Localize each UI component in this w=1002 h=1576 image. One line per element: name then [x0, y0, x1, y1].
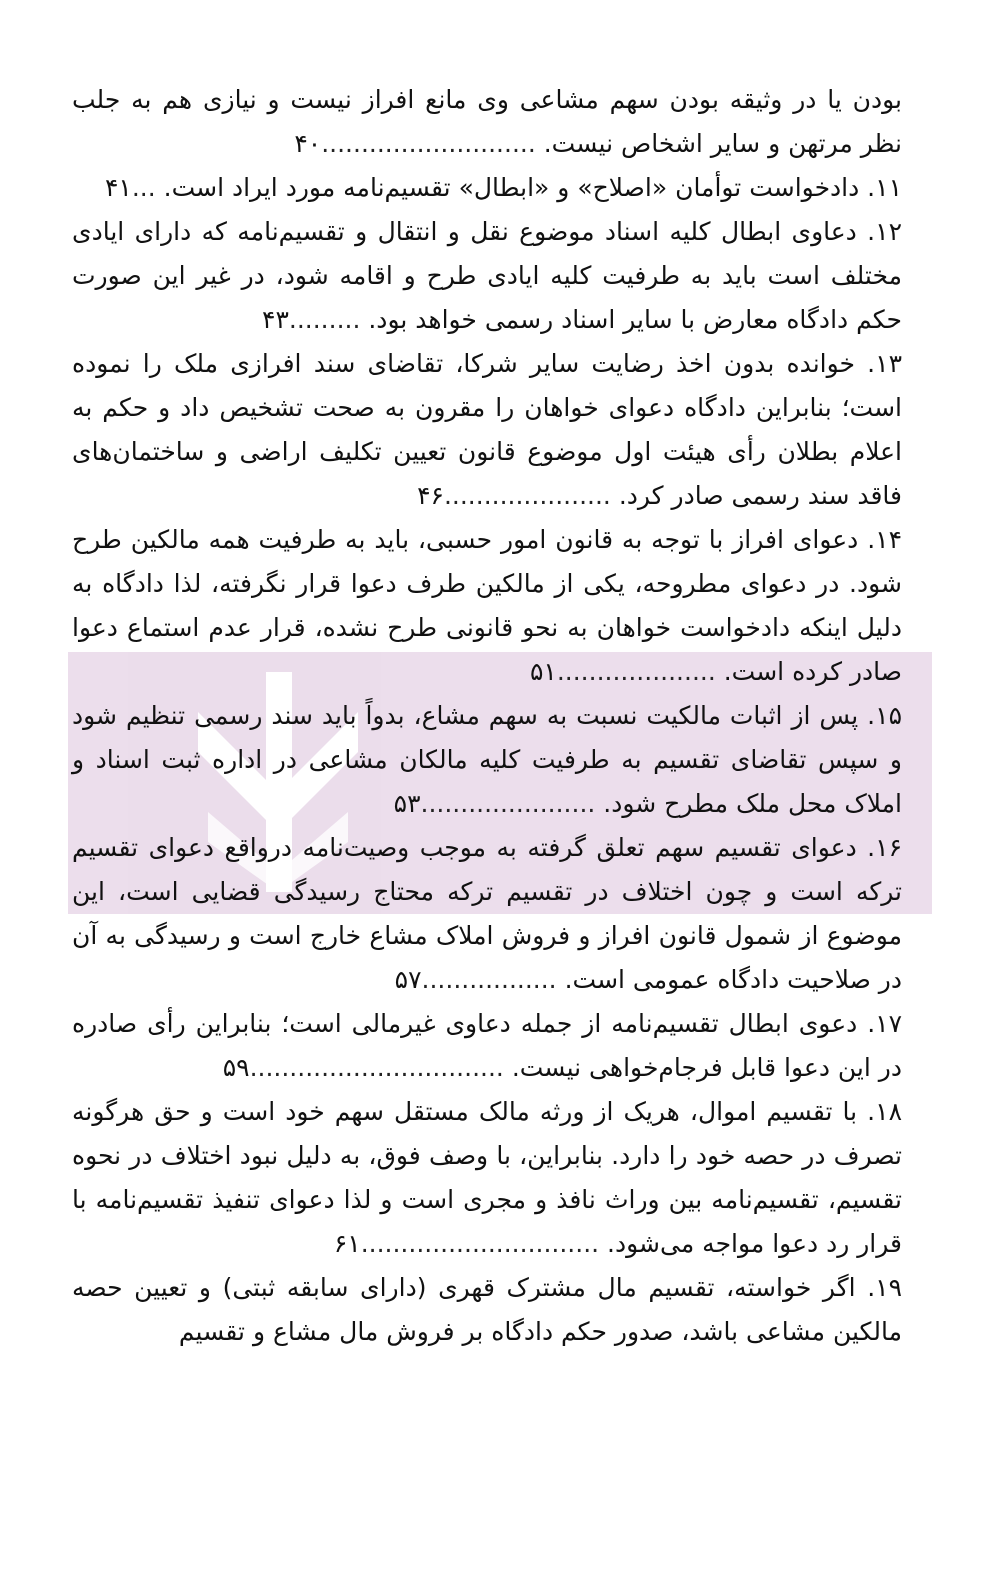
entry-page-number: ۵۷ [394, 965, 422, 994]
leader-dots: ...................... [420, 789, 604, 818]
leader-dots: ... [131, 173, 164, 202]
entry-page-number: ۴۱ [104, 173, 132, 202]
entry-page-number: ۶۱ [333, 1229, 361, 1258]
entry-page-number: ۴۳ [262, 305, 289, 334]
entry-page-number: ۵۱ [529, 657, 557, 686]
leader-dots: ......... [288, 305, 369, 334]
toc-entry[interactable] [72, 210, 902, 342]
entry-text: ۱۲. دعاوی ابطال کلیه اسناد موضوع نقل و انتقال و تقسیم‌نامه که دارای ایادی مختلف است باید به طرفیت کلیه ایادی طرح و اقامه شود، در غیر این صورت حکم دادگاه معارض با سایر اسناد رسمی خواهد بود. [72, 217, 902, 334]
leader-dots: ........................... [321, 129, 544, 158]
entry-text: ۱۳. خوانده بدون اخذ رضایت سایر شرکا، تقاضای سند افرازی ملک را نموده است؛ بنابراین دادگاه دعوای خواهان را مقرون به صحت تشخیص داد و حکم به اعلام بطلان رأی هیئت اول موضوع قانون تعیین تکلیف اراضی و ساختمان‌های فاقد سند رسمی صادر کرد. [72, 349, 902, 510]
toc-page [72, 78, 902, 1354]
entry-text: ۱۴. دعوای افراز با توجه به قانون امور حسبی، باید به طرفیت همه مالکین طرح شود. در دعوای مطروحه، یکی از مالکین طرف دعوا قرار نگرفته، لذا دادگاه به دلیل اینکه دادخواست خواهان به نحو قانونی طرح نشده، قرار عدم استماع دعوا صادر کرده است. [72, 525, 902, 686]
entry-text: ۱۸. با تقسیم اموال، هریک از ورثه مالک مستقل سهم خود است و حق هرگونه تصرف در حصه خود را دارد. بنابراین، با وصف فوق، به دلیل نبود اختلاف در نحوه تقسیم، تقسیم‌نامه بین وراث نافذ و مجری است و لذا دعوای تنفیذ تقسیم‌نامه با قرار رد دعوا مواجه می‌شود. [72, 1097, 902, 1258]
entry-page-number: ۵۳ [393, 789, 421, 818]
toc-entry[interactable] [72, 518, 902, 694]
leader-dots: .............................. [360, 1229, 608, 1258]
leader-dots: ..................... [443, 481, 619, 510]
toc-entry[interactable] [72, 694, 902, 826]
entry-text: ۱۵. پس از اثبات مالکیت نسبت به سهم مشاع، بدواً باید سند رسمی تنظیم شود و سپس تقاضای تقسیم به طرفیت کلیه مالکان مشاعی در اداره ثبت اسناد و املاک محل ملک مطرح شود. [72, 701, 902, 818]
leader-dots: ................. [421, 965, 565, 994]
toc-entry[interactable] [72, 166, 902, 210]
leader-dots: ................................ [249, 1053, 512, 1082]
entry-page-number: ۴۶ [417, 481, 444, 510]
entry-text: ۱۱. دادخواست توأمان «اصلاح» و «ابطال» تقسیم‌نامه مورد ایراد است. [163, 173, 902, 202]
entry-text: بودن یا در وثیقه بودن سهم مشاعی وی مانع افراز نیست و نیازی هم به جلب نظر مرتهن و سایر اشخاص نیست. [72, 85, 902, 158]
entry-text: ۱۹. اگر خواسته، تقسیم مال مشترک قهری (دارای سابقه ثبتی) و تعیین حصه مالکین مشاعی باشد، صدور حکم دادگاه بر فروش مال مشاع و تقسیم [72, 1273, 902, 1346]
toc-entry[interactable] [72, 1266, 902, 1354]
entry-text: ۱۷. دعوی ابطال تقسیم‌نامه از جمله دعاوی غیرمالی است؛ بنابراین رأی صادره در این دعوا قابل فرجام‌خواهی نیست. [72, 1009, 902, 1082]
leader-dots: .................... [556, 657, 724, 686]
toc-entry[interactable] [72, 826, 902, 1002]
entry-page-number: ۵۹ [222, 1053, 250, 1082]
toc-entry[interactable] [72, 1002, 902, 1090]
toc-entry[interactable] [72, 342, 902, 518]
toc-entry[interactable] [72, 1090, 902, 1266]
toc-entry[interactable] [72, 78, 902, 166]
entry-page-number: ۴۰ [294, 129, 322, 158]
entry-text: ۱۶. دعوای تقسیم سهم تعلق گرفته به موجب وصیت‌نامه درواقع دعوای تقسیم ترکه است و چون اختلاف در تقسیم ترکه محتاج رسیدگی قضایی است، این موضوع از شمول قانون افراز و فروش املاک مشاع خارج است و رسیدگی به آن در صلاحیت دادگاه عمومی است. [72, 833, 902, 994]
